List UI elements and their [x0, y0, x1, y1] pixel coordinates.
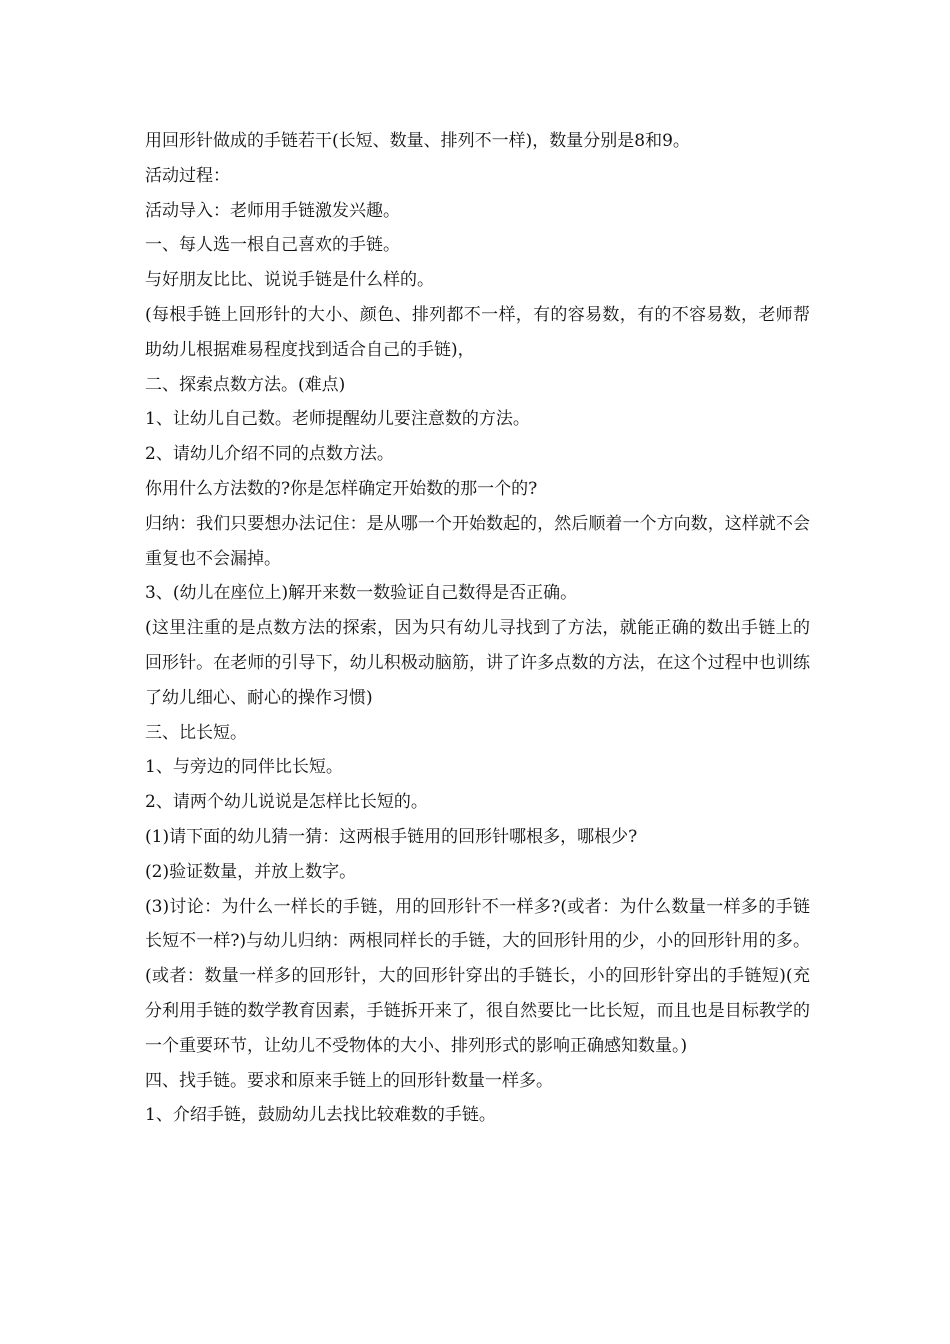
paragraph-materials: 用回形针做成的手链若干(长短、数量、排列不一样)，数量分别是8和9。: [145, 131, 690, 151]
paragraph-step-3-1: 1、与旁边的同伴比长短。: [145, 757, 343, 778]
paragraph-section-1: 一、每人选一根自己喜欢的手链。: [145, 235, 400, 256]
paragraph-process-heading: 活动过程：: [145, 165, 230, 186]
paragraph-section-3: 三、比长短。: [145, 722, 247, 743]
paragraph-note-2: (这里注重的是点数方法的探索，因为只有幼儿寻找到了方法，就能正确的数出手链上的回形针。在老师的引导下，幼儿积极动脑筋，讲了许多点数的方法，在这个过程中也训练了幼儿细心、耐心的操作习惯): [145, 618, 810, 708]
paragraph-step-2-3: 3、(幼儿在座位上)解开来数一数验证自己数得是否正确。: [145, 583, 578, 604]
paragraph-substep-2: (2)验证数量，并放上数字。: [145, 861, 357, 882]
paragraph-introduction: 活动导入：老师用手链激发兴趣。: [145, 200, 400, 221]
paragraph-compare-friends: 与好朋友比比、说说手链是什么样的。: [145, 270, 434, 291]
paragraph-section-4: 四、找手链。要求和原来手链上的回形针数量一样多。: [145, 1070, 553, 1091]
paragraph-summary: 归纳：我们只要想办法记住：是从哪一个开始数起的，然后顺着一个方向数，这样就不会重复也不会漏掉。: [145, 513, 810, 569]
paragraph-substep-1: (1)请下面的幼儿猜一猜：这两根手链用的回形针哪根多，哪根少?: [145, 826, 638, 847]
paragraph-section-2: 二、探索点数方法。(难点): [145, 374, 346, 395]
paragraph-question: 你用什么方法数的?你是怎样确定开始数的那一个的?: [145, 478, 538, 499]
paragraph-step-2-1: 1、让幼儿自己数。老师提醒幼儿要注意数的方法。: [145, 409, 530, 430]
paragraph-step-2-2: 2、请幼儿介绍不同的点数方法。: [145, 444, 394, 465]
document-body: [145, 124, 810, 1133]
paragraph-step-4-1: 1、介绍手链，鼓励幼儿去找比较难数的手链。: [145, 1105, 496, 1126]
paragraph-substep-3: (3)讨论：为什么一样长的手链，用的回形针不一样多?(或者：为什么数量一样多的手链长短不一样?)与幼儿归纳：两根同样长的手链，大的回形针用的少，小的回形针用的多。(或者：数量一样多的回形针，大的回形针穿出的手链长，小的回形针穿出的手链短)(充分利用手链的数学教育因素，手链拆开来了，很自然要比一比长短，而且也是目标教学的一个重要环节，让幼儿不受物体的大小、排列形式的影响正确感知数量。): [145, 896, 810, 1056]
paragraph-note-1: (每根手链上回形针的大小、颜色、排列都不一样，有的容易数，有的不容易数，老师帮助幼儿根据难易程度找到适合自己的手链)，: [145, 304, 810, 360]
paragraph-step-3-2: 2、请两个幼儿说说是怎样比长短的。: [145, 792, 428, 813]
